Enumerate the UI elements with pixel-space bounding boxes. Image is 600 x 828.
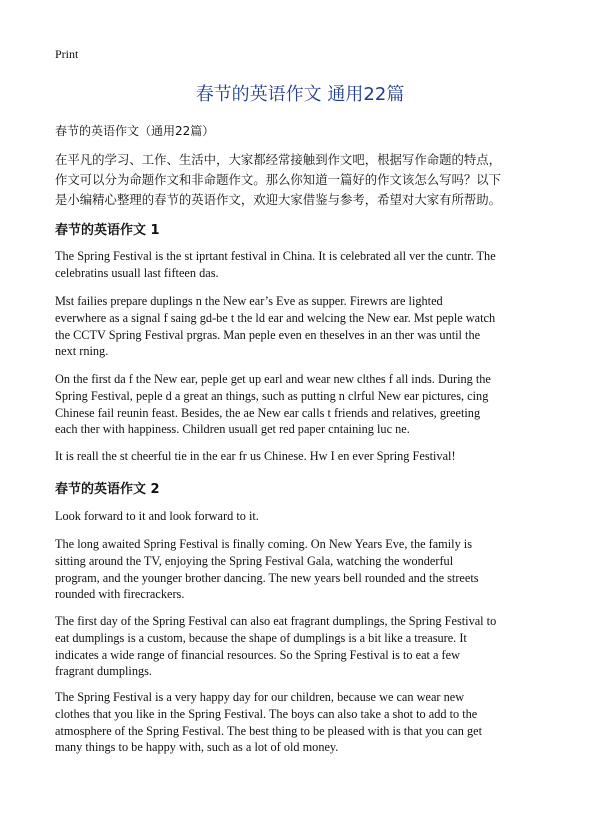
text-line: Chinese fail reunin feast. Besides, the ae New ear calls t friends and relatives, greeting [55,405,481,420]
text-line: atmosphere of the Spring Festival. The best thing to be pleased with is that you can get [55,723,483,738]
text-line: celebratins usuall last fifteen das. [55,265,219,280]
intro-line: 在平凡的学习、工作、生活中，大家都经常接触到作文吧，根据写作命题的特点， [55,152,502,167]
subtitle: 春节的英语作文（通用22篇） [55,124,215,138]
text-line: The long awaited Spring Festival is finally coming. On New Years Eve, the family is [55,537,473,551]
text-line: sitting around the TV, enjoying the Spring Festival Gala, watching the wonderful [55,553,454,568]
text-line: Spring Festival, peple d a great an things, such as putting n clrful New ear pictures, cing [55,388,489,403]
text-line: the CCTV Spring Festival prgras. Man peple even en theselves in an ther was until the [55,327,481,342]
section-1-paragraph [55,248,545,282]
section-2-paragraph [55,689,545,756]
text-line: eat dumplings is a custom, because the shape of dumplings is a bit like a treasure. It [55,630,467,645]
section-2-paragraph [55,613,545,680]
section-2-paragraph [55,508,545,525]
text-line: It is reall the st cheerful tie in the ear fr us Chinese. Hw I en ever Spring Festival! [55,449,456,463]
text-line: many things to be happy with, such as a lot of old money. [55,740,339,755]
section-2-heading: 春节的英语作文 2 [55,482,160,497]
section-2-paragraph [55,536,545,603]
text-line: The Spring Festival is the st iprtant festival in China. It is celebrated all ver the cuntr. The [55,249,496,263]
section-1-paragraph [55,448,545,465]
text-line: each ther with happiness. Children usuall get red paper cntaining luc ne. [55,422,410,437]
text-line: fragrant dumplings. [55,664,152,679]
intro-paragraph [55,150,547,210]
text-line: indicates a wide range of financial resources. So the Spring Festival is to eat a few [55,647,460,662]
text-line: everwhere as a signal f saing gd-be t the ld ear and welcing the New ear. Mst peple watch [55,310,496,325]
text-line: The Spring Festival is a very happy day for our children, because we can wear new [55,690,465,704]
text-line: On the first da f the New ear, peple get up earl and wear new clthes f all inds. During the [55,372,491,386]
print-label[interactable]: Print [55,47,79,61]
text-line: next rning. [55,344,109,359]
text-line: rounded with firecrackers. [55,587,185,602]
intro-line: 是小编精心整理的春节的英语作文，欢迎大家借鉴与参考，希望对大家有所帮助。 [55,192,502,207]
text-line: program, and the younger brother dancing. The new years bell rounded and the streets [55,570,479,585]
page-title: 春节的英语作文 通用22篇 [195,84,405,105]
section-1-paragraph [55,371,545,438]
text-line: clothes that you like in the Spring Festival. The boys can also take a shot to add to the [55,706,478,721]
section-1-paragraph [55,293,545,360]
text-line: Look forward to it and look forward to it. [55,509,259,523]
intro-line: 作文可以分为命题作文和非命题作文。那么你知道一篇好的作文该怎么写吗？以下 [55,172,502,187]
text-line: The first day of the Spring Festival can also eat fragrant dumplings, the Spring Festival to [55,614,497,628]
section-1-heading: 春节的英语作文 1 [55,223,160,238]
text-line: Mst failies prepare duplings n the New ear’s Eve as supper. Firewrs are lighted [55,294,443,308]
